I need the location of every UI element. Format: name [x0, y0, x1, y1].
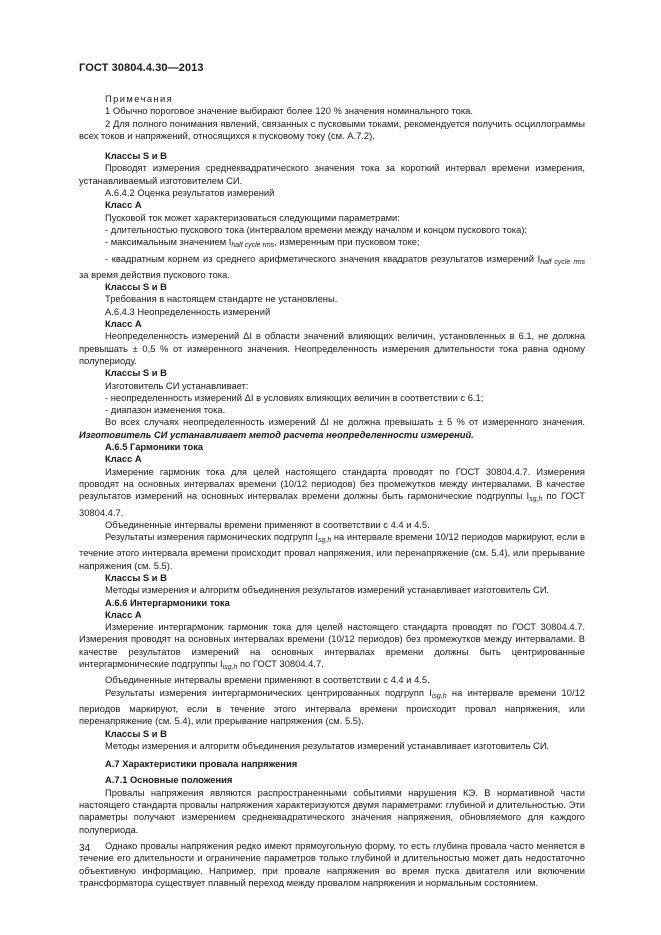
a65-p1-subscript: sg,h [529, 496, 543, 504]
a65-paragraph-3 [79, 531, 585, 572]
a643-class-a-text: Неопределенность измерений ΔI в области значений влияющих величин, установленных в 6.1, не должна превышать ± 0,5 % от измеренного значения. Неопределенность измерения длительности тока равна одному полупериоду. [79, 330, 585, 366]
a642-class-a-heading: Класс А [105, 199, 142, 211]
a65-p3-tail: на интервале времени 10/12 периодов маркируют, если в течение этого интервала времени происходит провал напряжения, или перенапряжение (см. 5.4), или прерывание напряжения (см. 5.5). [79, 531, 585, 571]
section-a65-title: А.6.5 Гармоники тока [105, 441, 204, 453]
a643-class-a-heading: Класс А [105, 318, 142, 330]
a643-sb-final [79, 416, 585, 441]
a66-p3-text: Результаты измерения интергармонических центрированных подгрупп I [105, 686, 432, 698]
a66-p1-tail: по ГОСТ 30804.4.7. [237, 658, 324, 670]
a65-paragraph-2: Объединенные интервалы времени применяют в соответствии с 4.4 и 4.5. [105, 518, 430, 530]
section-a66-title: А.6.6 Интергармоники тока [105, 596, 230, 608]
a66-class-a-heading: Класс А [105, 608, 142, 620]
a642-classes-sb-text: Требования в настоящем стандарте не установлены. [105, 293, 338, 305]
a65-p1-tail: по ГОСТ 30804.4.7. [79, 490, 585, 518]
a66-paragraph-3 [79, 687, 585, 728]
a65-classes-sb-text: Методы измерения и алгоритм объединения результатов измерений устанавливает изготовитель СИ. [105, 584, 550, 596]
a71-paragraph-2: Однако провалы напряжения редко имеют прямоугольную форму, то есть глубина провала часто меняется в течение его длительности и ограничение параметров только глубиной и длительностью может дать недостаточно объективную информацию. Например, при провале напряжения во время пуска двигателя или включении трансформатора существует плавный переход между провалом напряжения и нормальным состоянием. [79, 839, 585, 888]
a643-sb-final-emphasis: Изготовитель СИ устанавливает метод расчета неопределенности измерений. [79, 428, 474, 440]
a642-item-rms-tail: за время действия пускового тока. [79, 268, 230, 280]
a643-sb-item-uncertainty: - неопределенность измерений ΔI в условиях влияющих величин в соответствии с 6.1; [105, 391, 484, 403]
a66-classes-sb-heading: Классы S и В [105, 727, 167, 739]
a65-p3-text: Результаты измерения гармонических подгрупп I [105, 531, 318, 543]
a643-classes-sb-heading: Классы S и В [105, 367, 167, 379]
a642-item-duration: - длительностью пускового тока (интервалом времени между началом и концом пускового тока); [105, 223, 528, 235]
a642-item-rms-subscript: half cycle rms [540, 258, 585, 266]
classes-sb-text: Проводят измерения среднеквадратического значения тока за короткий интервал времени измерения, устанавливаемый изготовителем СИ. [79, 162, 585, 186]
a66-p1-text: Измерение интергармоник гармоник тока для целей настоящего стандарта проводят по ГОСТ 30804.4.7. Измерения проводят на основных интервалах времени (10/12 периодов) без промежутков между интервалами. В качестве результатов измерений на основных интервалах времени должны быть центрированные интергармонические подгруппы I [79, 621, 585, 670]
notes-heading: Примечания [105, 93, 174, 104]
a643-sb-item-range: - диапазон изменения тока. [105, 404, 226, 416]
a66-paragraph-1 [79, 621, 585, 674]
section-a642-title: А.6.4.2 Оценка результатов измерений [105, 187, 275, 199]
a65-class-a-heading: Класс А [105, 453, 142, 465]
a65-p3-subscript: sg,h [318, 537, 332, 545]
section-a71-title: А.7.1 Основные положения [105, 774, 233, 786]
page-body [79, 93, 585, 889]
a66-p1-subscript: isg,h [222, 664, 238, 672]
a71-paragraph-1: Провалы напряжения являются распространенными событиями нарушения КЭ. В нормативной части настоящего стандарта провалы напряжения характеризуются двумя параметрами: глубиной и длительностью. Эти параметры получают измерением среднеквадратического значения напряжения, обновляемого для каждого полупериода. [79, 786, 585, 835]
a642-classes-sb-heading: Классы S и В [105, 281, 167, 293]
section-a643-title: А.6.4.3 Неопределенность измерений [105, 305, 271, 317]
a66-paragraph-2: Объединенные интервалы времени применяют в соответствии с 4.4 и 4.5. [105, 674, 430, 686]
a642-item-max [79, 236, 585, 252]
a65-p1-text: Измерение гармоник тока для целей настоящего стандарта проводят по ГОСТ 30804.4.7. Измерения проводят на основных интервалах времени (10/12 периодов) без промежутков между интервалами. В качестве результатов измерений на основных интервалах времени должны быть гармонические подгруппы I [79, 465, 585, 502]
page-number: 34 [79, 843, 91, 854]
a642-item-max-subscript: half cycle rms [231, 242, 275, 250]
a642-item-max-tail: , измеренным при пусковом токе; [274, 236, 420, 248]
a642-item-rms [79, 253, 585, 282]
a643-sb-final-text: Во всех случаях неопределенность измерений ΔI не должна превышать ± 5 % от измеренного значения. [105, 416, 585, 428]
a642-item-max-text: - максимальным значением I [105, 236, 232, 248]
section-a7-title: А.7 Характеристики провала напряжения [105, 758, 298, 770]
a66-p3-subscript: isg,h [431, 692, 447, 700]
a65-classes-sb-heading: Классы S и В [105, 571, 167, 583]
a642-item-rms-text: - квадратным корнем из среднего арифметического значения квадратов результатов измерений I [105, 252, 541, 264]
a66-p3-tail: на интервале времени 10/12 периодов маркируют, если в течение этого интервала времени происходит провал напряжения, или перенапряжение (см. 5.4), или прерывание напряжения (см. 5.5). [79, 686, 586, 727]
a643-sb-intro: Изготовитель СИ устанавливает: [105, 379, 249, 391]
note-2: 2 Для полного понимания явлений, связанных с пусковыми токами, рекомендуется получить осциллограммы всех токов и напряжений, относящихся к пусковому току (см. А.7.2). [79, 117, 585, 141]
classes-sb-heading: Классы S и В [105, 150, 167, 162]
note-1: 1 Обычно пороговое значение выбирают более 120 % значения номинального тока. [105, 105, 473, 117]
a66-classes-sb-text: Методы измерения и алгоритм объединения результатов измерений устанавливает изготовитель СИ. [105, 739, 550, 751]
a642-intro: Пусковой ток может характеризоваться следующими параметрами: [105, 211, 400, 223]
page-header: ГОСТ 30804.4.30—2013 [79, 62, 204, 74]
a65-paragraph-1 [79, 466, 585, 519]
